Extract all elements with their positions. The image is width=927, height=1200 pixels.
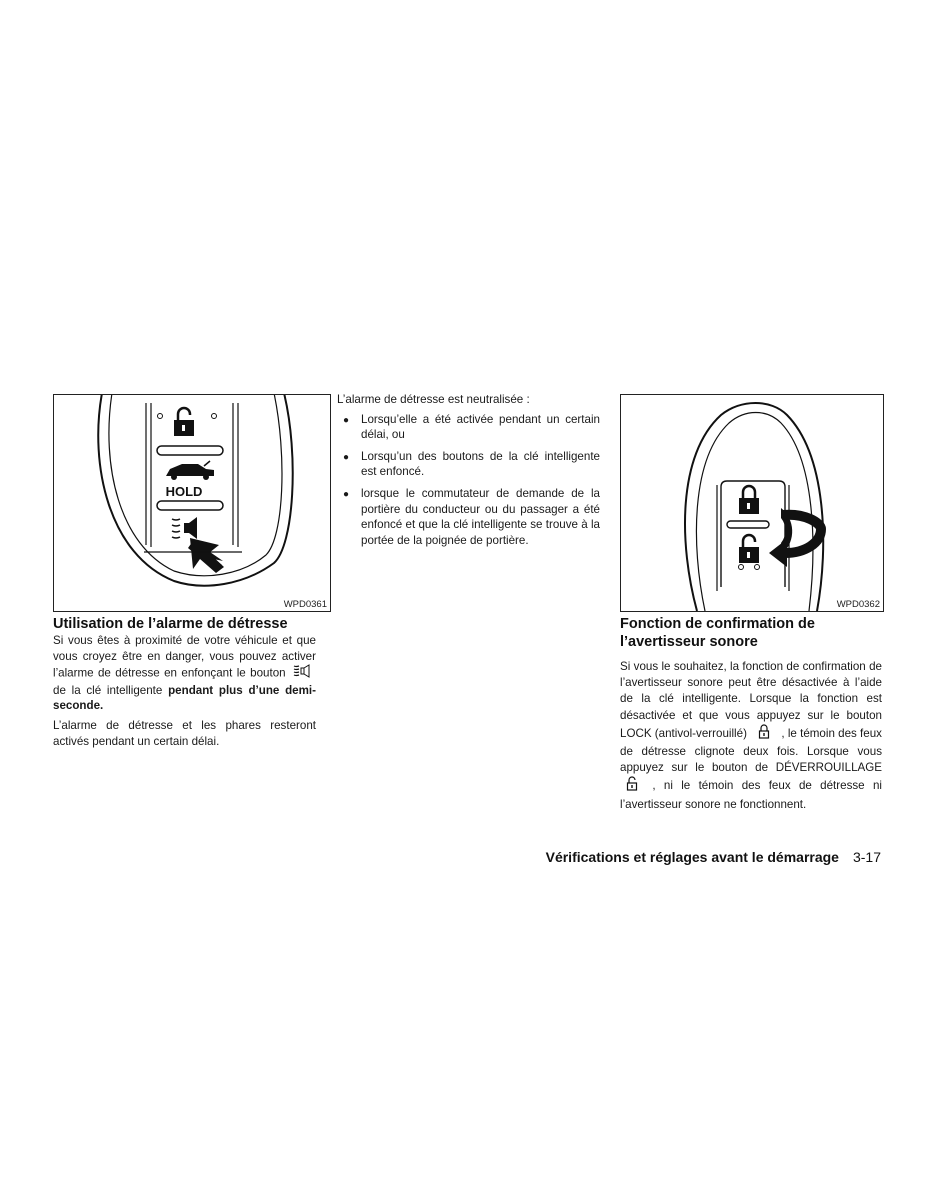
left-column (53, 615, 316, 749)
list-item: ● lorsque le commutateur de demande de la portière du conducteur ou du passager a été enfoncé et que la clé intelligente se trouve à la portée de la poignée de portière. (343, 486, 600, 547)
neutralized-list (337, 412, 600, 549)
page-footer (0, 849, 881, 865)
list-item: ● Lorsqu’un des boutons de la clé intelligente est enfoncé. (343, 449, 600, 479)
section-heading-panic: Utilisation de l’alarme de détresse (53, 616, 288, 632)
footer-section-title: Vérifications et réglages avant le démarrage (545, 849, 839, 865)
lock-icon (758, 724, 770, 744)
right-column (620, 615, 882, 813)
intelligent-key-lock-illustration (621, 395, 883, 611)
hold-label: HOLD (165, 484, 203, 499)
lock-icon (739, 486, 759, 514)
panic-duration-note: L’alarme de détresse et les phares resteront activés pendant un certain délai. (53, 718, 316, 748)
section-heading-horn: Fonction de confirmation de l’avertisseur sonore (620, 616, 815, 650)
unlock-icon (158, 408, 217, 436)
panic-alarm-icon (292, 664, 314, 683)
figure-label: WPD0362 (836, 599, 880, 610)
figure-label: WPD0361 (283, 599, 327, 610)
trunk-icon (166, 461, 214, 480)
page-number: 3-17 (852, 849, 881, 865)
figure-panic-button (53, 394, 331, 612)
horn-confirmation-description: Si vous le souhaitez, la fonction de confirmation de l’avertisseur sonore peut être désactivée à l’aide de la clé intelligente. Lorsque la fonction est désactivée et que vous appuyez sur le bouton LOCK (antivol-verrouillé) , le témoin des feux de détresse clignote deux fois. Lorsque vous appuyez sur le bouton de DÉVERROUILLAGE , ni le témoin des feux de détresse ni l’avertisseur sonore ne fonctionnent. (620, 660, 882, 811)
unlock-icon (739, 535, 759, 563)
middle-column (337, 392, 600, 554)
panic-description: Si vous êtes à proximité de votre véhicule et que vous croyez être en danger, vous pouvez activer l’alarme de détresse en enfonçant le bouton de la clé intelligente pendant plus d’une demi-seconde. (53, 634, 316, 713)
panic-alarm-icon (172, 517, 197, 539)
unlock-icon (626, 776, 638, 796)
figure-horn-confirmation (620, 394, 884, 612)
intelligent-key-illustration (54, 395, 330, 611)
list-item: ● Lorsqu’elle a été activée pendant un certain délai, ou (343, 412, 600, 442)
neutralized-intro: L’alarme de détresse est neutralisée : (337, 393, 530, 406)
